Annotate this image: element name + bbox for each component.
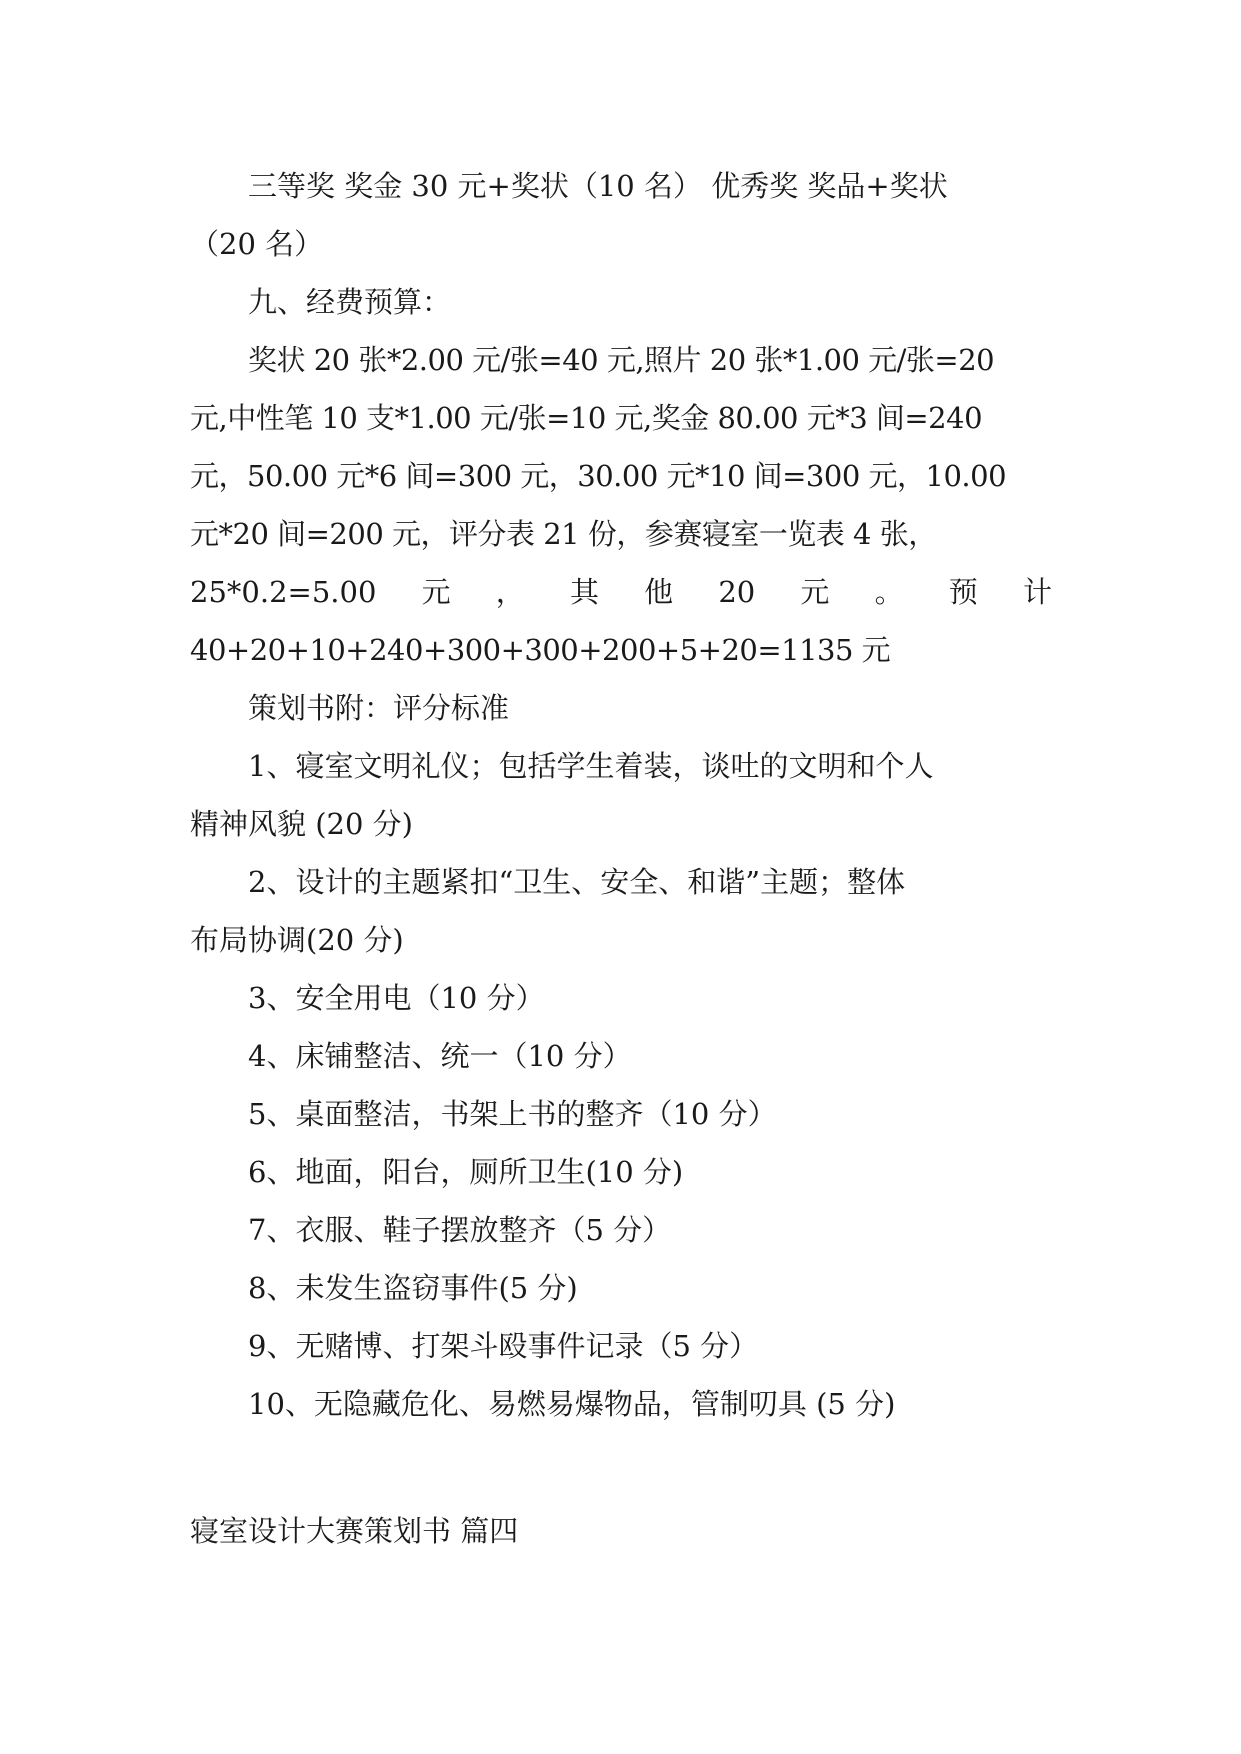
appendix-heading: 策划书附：评分标准	[248, 691, 510, 725]
awards-paragraph	[190, 157, 1052, 273]
criteria-item-6: 6、地面，阳台，厕所卫生(10 分)	[248, 1155, 684, 1189]
criteria-item-4: 4、床铺整洁、统一（10 分）	[248, 1039, 632, 1073]
budget-line-6: 40+20+10+240+300+300+200+5+20=1135 元	[190, 633, 891, 667]
budget-line-5-token: 其	[569, 575, 599, 609]
budget-line-5-token: 预	[948, 575, 978, 609]
criteria-item-10: 10、无隐藏危化、易燃易爆物品，管制叨具 (5 分)	[248, 1387, 896, 1421]
budget-line-5-token: 25*0.2=5.00	[190, 575, 377, 609]
criteria-item-8: 8、未发生盗窃事件(5 分)	[248, 1271, 578, 1305]
section-title: 寝室设计大赛策划书 篇四	[190, 1514, 519, 1548]
criteria-item-9: 9、无赌博、打架斗殴事件记录（5 分）	[248, 1329, 759, 1363]
budget-line-5-token: 。	[874, 575, 904, 609]
budget-line-3: 元，50.00 元*6 间=300 元，30.00 元*10 间=300 元，10.00	[190, 459, 1007, 493]
awards-line-2: （20 名）	[190, 227, 324, 261]
budget-line-4: 元*20 间=200 元，评分表 21 份，参赛寝室一览表 4 张，	[190, 517, 937, 551]
budget-line-5-token: 计	[1022, 575, 1052, 609]
budget-heading: 九、经费预算：	[248, 285, 452, 319]
criteria-item-3: 3、安全用电（10 分）	[248, 981, 545, 1015]
criteria-item-1-line-1: 1、寝室文明礼仪；包括学生着装，谈吐的文明和个人	[248, 749, 934, 783]
budget-line-2: 元,中性笔 10 支*1.00 元/张=10 元,奖金 80.00 元*3 间=240	[190, 401, 983, 435]
criteria-list	[190, 737, 1052, 1433]
budget-line-5	[190, 563, 1052, 621]
budget-line-5-token: 元	[421, 575, 451, 609]
criteria-item-1-line-2: 精神风貌 (20 分)	[190, 807, 413, 841]
budget-line-5-token: 他	[644, 575, 674, 609]
budget-paragraph	[190, 331, 1052, 679]
criteria-item-5: 5、桌面整洁，书架上书的整齐（10 分）	[248, 1097, 777, 1131]
budget-line-5-token: 20	[718, 575, 756, 609]
budget-line-5-token: ，	[495, 575, 525, 609]
document-body	[190, 157, 1052, 1433]
criteria-item-7: 7、衣服、鞋子摆放整齐（5 分）	[248, 1213, 672, 1247]
awards-line-1: 三等奖 奖金 30 元+奖状（10 名） 优秀奖 奖品+奖状	[248, 169, 948, 203]
budget-line-5-token: 元	[800, 575, 830, 609]
budget-line-1: 奖状 20 张*2.00 元/张=40 元,照片 20 张*1.00 元/张=20	[248, 343, 995, 377]
criteria-item-2-line-1: 2、设计的主题紧扣“卫生、安全、和谐”主题；整体	[248, 865, 906, 899]
criteria-item-2-line-2: 布局协调(20 分)	[190, 923, 404, 957]
